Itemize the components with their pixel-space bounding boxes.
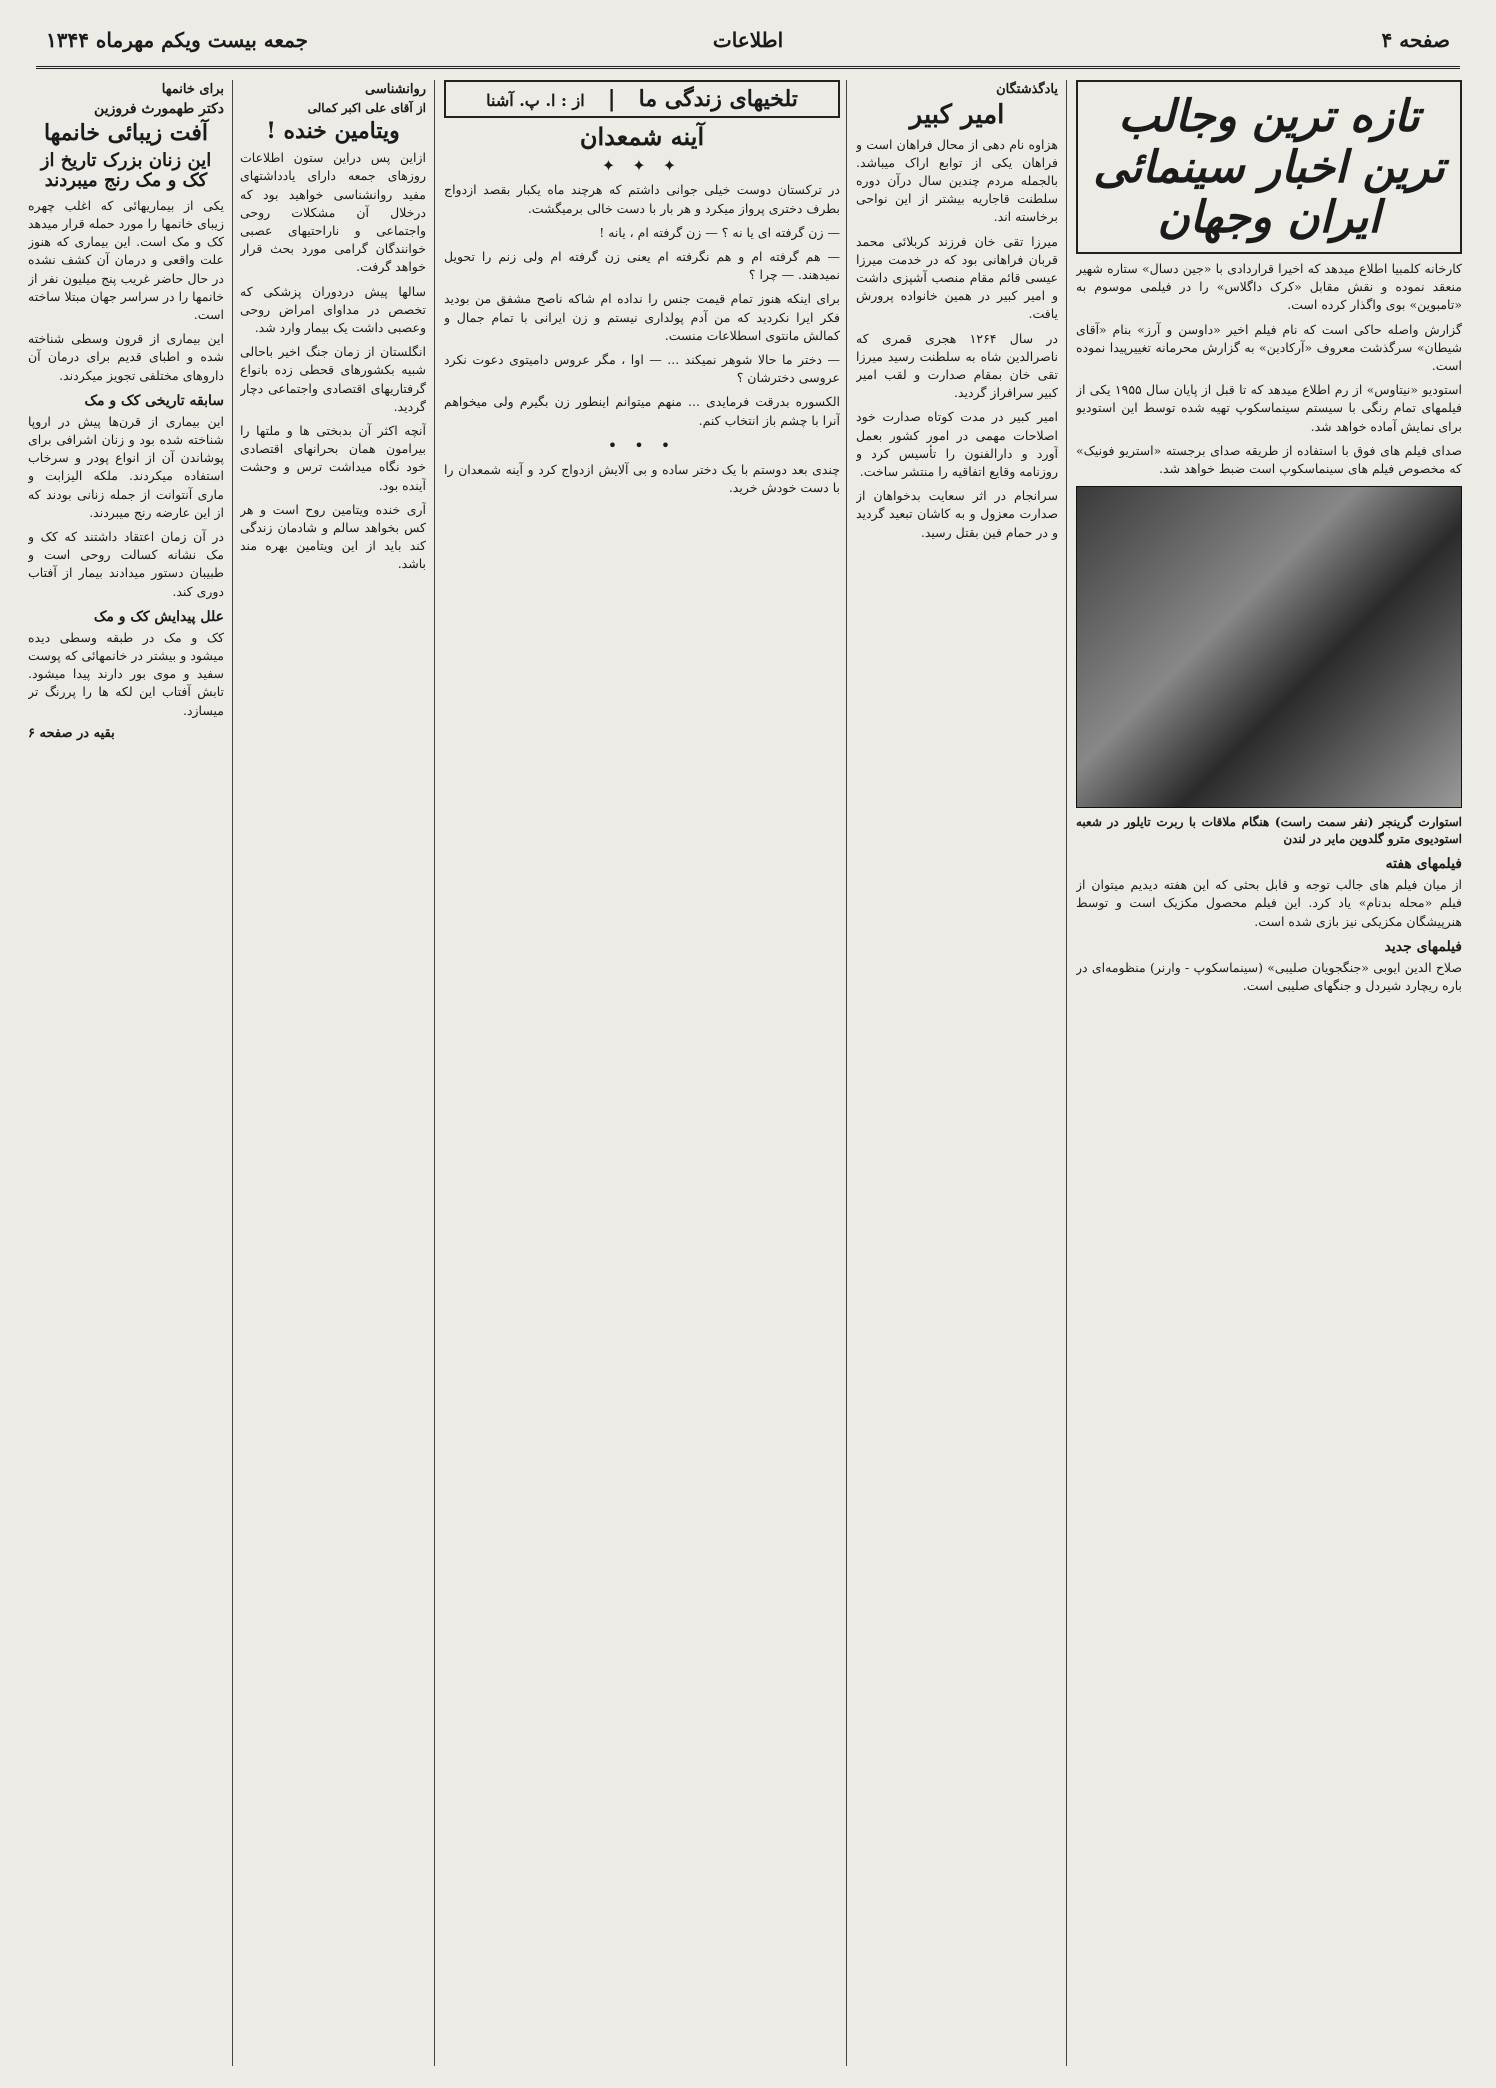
story-paragraph: در ترکستان دوست خیلی جوانی داشتم که هرچند ماه یکبار بقصد ازدواج بطرف دختری پرواز میکرد و هر بار با دست خالی برمیگشت. (444, 182, 840, 216)
issue-date: جمعه بیست ویکم مهرماه ۱۳۴۴ (46, 28, 309, 52)
cinema-paragraph: استودیو «نیتاوس» از رم اطلاع میدهد که تا قبل از پایان سال ۱۹۵۵ یکی از فیلمهای تمام رنگی با سیستم سینماسکوپ تهیه شده توسط این استودیو برای نمایش آماده خواهد شد. (1076, 382, 1462, 434)
amir-title: امیر کبیر (909, 100, 1005, 130)
column-rule (846, 80, 847, 2066)
health-kicker: روانشناسی (365, 82, 426, 97)
cinema-title: تازه ترین وجالب ترین اخبار سینمائی ایران وجهان (1093, 91, 1445, 244)
amir-kicker: یادگذشتگان (996, 82, 1058, 97)
column-story (444, 80, 840, 2070)
health-paragraph: سالها پیش دردوران پزشکی که تخصص در مداوای امراض روحی وعصبی داشت یک بیمار وارد شد. (240, 283, 426, 336)
column-psychology (240, 80, 426, 2070)
women-section-title: سابقه تاریخی کک و مک (84, 392, 224, 409)
new-films-text: صلاح الدین ایوبی «جنگجویان صلیبی» (سینماسکوپ - وارنر) منظومه‌ای در باره ریچارد شیردل و جنگهای صلیبی است. (1076, 959, 1462, 994)
story-header: تلخیهای زندگی ما | از : ا. پ. آشنا (444, 80, 840, 118)
health-byline: از آقای علی اکبر کمالی (307, 101, 426, 115)
cinema-paragraph: گزارش واصله حاکی است که نام فیلم اخیر «داوسن و آرز» بنام «آقای شیطان» سرگذشت معروف «آرکادین» به گزارش محرمانه تغییرپیدا نموده است. (1076, 321, 1462, 374)
health-title: ویتامین خنده ! (266, 118, 400, 144)
column-rule (434, 80, 435, 2066)
cinema-paragraph: صدای فیلم های فوق با استفاده از طریقه صدای برجسته «استریو فونیک» که مخصوص فیلم های سینماسکوپ است ضبط خواهد شد. (1076, 442, 1462, 477)
women-section-text: کک و مک در طبقه وسطی دیده میشود و بیشتر در خانمهائی که پوست سفید و موی بور دارند پیدا میشود. تابش آفتاب این لکه ها را پررنگ تر میسازد. (28, 629, 224, 718)
women-title: آفت زیبائی خانمها (43, 120, 209, 146)
amir-paragraph: هزاوه نام دهی از محال فراهان است و فراهان یکی از توابع اراک میباشد. بالجمله مردم چندین سال درآن دوره سلطنت قاجاریه بیشتر از این نواحی برخاسته اند. (856, 136, 1058, 225)
column-cinema (1076, 80, 1462, 2070)
women-byline: دکتر طهمورث فروزین (94, 101, 224, 117)
story-ornament: ✦ ✦ ✦ (601, 156, 683, 176)
amir-paragraph: در سال ۱۲۶۴ هجری قمری که ناصرالدین شاه به سلطنت رسید میرزا تقی خان بمقام صدارت و لقب امیر کبیر سرافراز گردید. (856, 330, 1058, 401)
health-paragraph: آری خنده ویتامین روح است و هر کس بخواهد سالم و شادمان زندگی کند باید از این ویتامین بهره مند باشد. (240, 501, 426, 572)
story-paragraph: — دختر ما حالا شوهر نمیکند ... — اوا ، مگر عروس دامیتوی دعوت نکرد عروسی دخترشان ؟ (444, 352, 840, 386)
amir-paragraph: میرزا تقی خان فرزند کربلائی محمد قربان فراهانی بود که در خدمت میرزا عیسی قائم مقام منصب آشپزی داشت و امیر کبیر در همین خانواده پرورش یافت. (856, 233, 1058, 322)
health-paragraph: ازاین پس دراین ستون اطلاعات روزهای جمعه دارای یادداشتهای مفید روانشناسی خواهید بود که درخلال آن مشکلات روحی واجتماعی و ناراحتیهای عصبی خوانندگان گرامی مورد بحث قرار خواهد گرفت. (240, 150, 426, 275)
cinema-photo (1076, 486, 1462, 808)
amir-paragraph: امیر کبیر در مدت کوتاه صدارت خود اصلاحات مهمی در امور کشور بعمل آورد و دارالفنون را تأسیس کرد و روزنامه وقایع اتفاقیه را منتشر ساخت. (856, 409, 1058, 480)
photo-caption: استوارت گرینجر (نفر سمت راست) هنگام ملاقات با ربرت تایلور در شعبه استودیوی مترو گلدوین مایر در لندن (1076, 815, 1462, 847)
story-series: تلخیهای زندگی ما (638, 86, 798, 112)
films-week-title: فیلمهای هفته (1385, 856, 1462, 873)
women-paragraph: یکی از بیماریهائی که اغلب چهره زیبای خانمها را مورد حمله قرار میدهد کک و مک است. این بیماری که هنوز علت واقعی و درمان آن کشف نشده در حال حاضر غریب پنج میلیون نفر از خانمها را در سراسر جهان مبتلا ساخته است. (28, 197, 224, 322)
new-films-title: فیلمهای جدید (1384, 938, 1462, 955)
women-section-text: در آن زمان اعتقاد داشتند که کک و مک نشانه کسالت روحی است و طبیبان دستور میدادند بیمار از آفتاب دوری کند. (28, 529, 224, 599)
health-paragraph: آنچه اکثر آن بدبختی ها و ملتها را بیرامون همان بحرانهای اقتصادی خود نگاه میداشت ترس و وحشت آینده بود. (240, 423, 426, 493)
masthead (36, 18, 1460, 69)
column-rule (1066, 80, 1067, 2066)
films-week-text: از میان فیلم های جالب توجه و قابل بحثی که این هفته دیدیم میتوان از فیلم «محله بدنام» یاد کرد. این فیلم محصول مکزیک است و توسط هنرپیشگان مکزیکی نیز بازی شده است. (1076, 877, 1462, 929)
story-paragraph: الکسوره بدرقت فرمایدی ... منهم میتوانم اینطور زن بگیرم ولی میخواهم آنرا با چشم باز انتخاب کنم. (444, 394, 840, 428)
women-section-text: این بیماری از قرن‌ها پیش در اروپا شناخته شده بود و زنان اشرافی برای پوشاندن آن از انواع پودر و سرخاب استفاده میکردند. ملکه الیزابت و ماری آنتوانت از جمله زنانی بودند که از این عارضه رنج میبردند. (28, 413, 224, 520)
women-paragraph: این بیماری از قرون وسطی شناخته شده و اطبای قدیم برای درمان آن داروهای مختلفی تجویز میکردند. (28, 331, 224, 383)
cinema-title-box (1076, 80, 1462, 254)
women-subtitle: این زنان بزرک تاریخ از کک و مک رنج میبردند (40, 150, 212, 191)
continued-note: بقیه در صفحه ۶ (28, 725, 115, 741)
paper-name: اطلاعات (712, 28, 784, 52)
story-title: آینه شمعدان (579, 122, 705, 151)
health-paragraph: انگلستان از زمان جنگ اخیر باحالی شبیه بکشورهای قحطی زده بانواع گرفتاریهای اقتصادی واجتماعی دچار گردید. (240, 344, 426, 414)
story-byline: از : ا. پ. آشنا (486, 91, 585, 110)
women-kicker: برای خانمها (161, 82, 224, 97)
story-ornament: • • • (607, 435, 677, 455)
women-section-title: علل پیدایش کک و مک (93, 608, 224, 625)
column-rule (232, 80, 233, 2066)
cinema-paragraph: کارخانه کلمبیا اطلاع میدهد که اخیرا قراردادی با «جین دسال» ستاره شهیر منعقد نموده و نقش مقابل «کرک داگلاس» را در فیلمی موسوم به «تامبوین» بوی واگذار کرده است. (1076, 261, 1462, 313)
amir-paragraph: سرانجام در اثر سعایت بدخواهان از صدارت معزول و به کاشان تبعید گردید و در حمام فین بقتل رسید. (856, 488, 1058, 540)
story-paragraph: — زن گرفته ای یا نه ؟ — زن گرفته ام ، یانه ! (599, 224, 840, 240)
story-paragraph: برای اینکه هنوز تمام قیمت جنس را نداده ام شاکه ناصح مشفق من بودید فکر ایرا نکردید که من آدم پولداری نیستم و زن ایرانی با تمام جمال و کمالش مانتوی اسطلاعات منست. (444, 291, 840, 343)
page-number: صفحه ۴ (1381, 28, 1450, 52)
column-women (28, 80, 224, 2070)
column-amir-kabir (856, 80, 1058, 2070)
story-paragraph: چندی بعد دوستم با یک دختر ساده و بی آلایش ازدواج کرد و آینه شمعدان را با دست خودش خرید. (444, 461, 840, 496)
story-paragraph: — هم گرفته ام و هم نگرفته ام یعنی زن گرفته ام ولی زنم را تحویل نمیدهند. — چرا ؟ (444, 249, 840, 283)
